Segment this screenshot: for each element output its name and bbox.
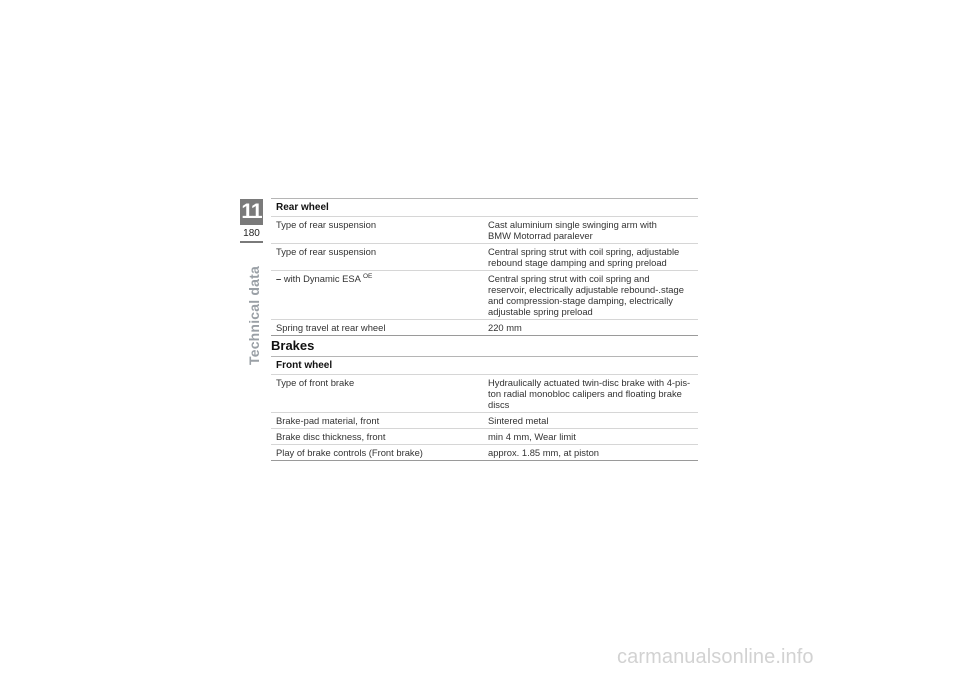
chapter-number: 11 [241, 200, 262, 223]
row-label: Brake-pad material, front [276, 415, 380, 426]
row-label: Play of brake controls (Front brake) [276, 447, 423, 458]
section-label: Technical data [246, 265, 262, 365]
chapter-tab [240, 199, 263, 243]
front-wheel-brake-table [271, 356, 698, 461]
dash-bullet: – [276, 273, 282, 284]
row-label-text: with Dynamic ESA [283, 273, 361, 284]
row-label: Type of rear suspension [276, 219, 377, 230]
row-value: Sintered metal [488, 415, 549, 426]
row-label: Type of rear suspension [276, 246, 377, 257]
table-row [271, 244, 698, 271]
row-value: 220 mm [488, 322, 522, 333]
table-row [271, 413, 698, 429]
row-value: Central spring strut with coil spring and reservoir, electrically adjustable rebound-.stage and compression-stage damping, electrically adjustable spring preload [488, 273, 684, 317]
row-label: Spring travel at rear wheel [276, 322, 386, 333]
row-value: Cast aluminium single swinging arm with BMW Motorrad paralever [488, 219, 657, 241]
brakes-heading: Brakes [271, 338, 315, 353]
table-title: Rear wheel [271, 198, 698, 217]
table-row [271, 375, 698, 413]
row-value: approx. 1.85 mm, at piston [488, 447, 599, 458]
page-number: 180 [240, 227, 263, 243]
table-row [271, 320, 698, 336]
table-row [271, 271, 698, 320]
table-row [271, 445, 698, 461]
oe-superscript: OE [362, 273, 373, 280]
row-label [271, 271, 483, 319]
row-label: Type of front brake [276, 377, 355, 388]
table-row [271, 217, 698, 244]
table-title: Front wheel [271, 356, 698, 375]
row-label: Brake disc thickness, front [276, 431, 386, 442]
watermark-text: carmanualsonline.info [617, 646, 814, 668]
table-row [271, 429, 698, 445]
row-value: Hydraulically actuated twin-disc brake with 4-pis- ton radial monobloc calipers and floating brake discs [488, 377, 691, 410]
rear-wheel-table [271, 198, 698, 336]
row-value: Central spring strut with coil spring, adjustable rebound stage damping and spring preload [488, 246, 680, 268]
row-value: min 4 mm, Wear limit [488, 431, 576, 442]
